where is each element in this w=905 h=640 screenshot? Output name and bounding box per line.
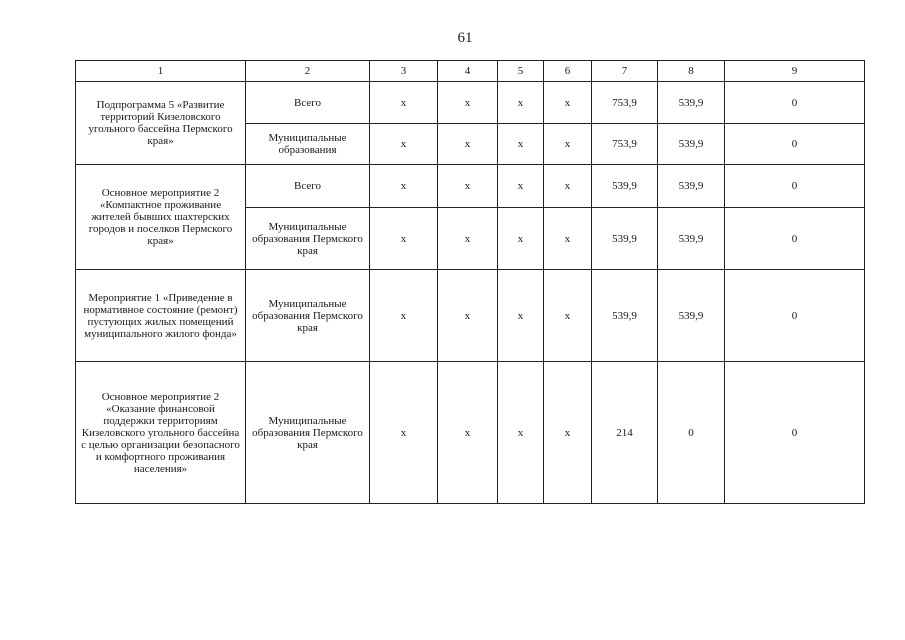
value-cell: 539,9 <box>658 270 725 362</box>
value-cell: 539,9 <box>592 165 658 208</box>
value-cell: x <box>498 208 544 270</box>
value-cell: x <box>498 82 544 124</box>
value-cell: 0 <box>725 124 865 165</box>
value-cell: x <box>498 165 544 208</box>
value-cell: x <box>544 208 592 270</box>
column-header-6: 6 <box>544 61 592 82</box>
value-cell: 753,9 <box>592 82 658 124</box>
value-cell: x <box>498 362 544 504</box>
program-name-cell <box>76 82 246 165</box>
value-cell: x <box>370 124 438 165</box>
value-cell: 539,9 <box>592 270 658 362</box>
value-cell: x <box>370 82 438 124</box>
value-cell: 0 <box>725 270 865 362</box>
value-cell: x <box>438 362 498 504</box>
funding-source-cell: Муниципальные образования Пермского края <box>246 362 370 504</box>
value-cell: x <box>544 165 592 208</box>
value-cell: 0 <box>658 362 725 504</box>
value-cell: x <box>370 362 438 504</box>
value-cell: x <box>544 124 592 165</box>
column-header-8: 8 <box>658 61 725 82</box>
value-cell: x <box>438 270 498 362</box>
program-name: Подпрограмма 5 «Развитие территорий Кизеловского угольного бассейна Пермского края» <box>88 99 233 147</box>
value-cell: 539,9 <box>658 124 725 165</box>
value-cell: x <box>438 208 498 270</box>
table-row <box>76 165 865 208</box>
value-cell: x <box>370 208 438 270</box>
value-cell: x <box>370 165 438 208</box>
header-row <box>76 61 865 82</box>
value-cell: 539,9 <box>658 82 725 124</box>
column-header-5: 5 <box>498 61 544 82</box>
value-cell: x <box>438 165 498 208</box>
program-name-cell <box>76 165 246 270</box>
value-cell: 0 <box>725 362 865 504</box>
value-cell: 539,9 <box>592 208 658 270</box>
value-cell: 214 <box>592 362 658 504</box>
funding-source-cell: Муниципальные образования <box>246 124 370 165</box>
value-cell: x <box>544 82 592 124</box>
value-cell: 539,9 <box>658 208 725 270</box>
value-cell: x <box>544 362 592 504</box>
value-cell: 753,9 <box>592 124 658 165</box>
column-header-9: 9 <box>725 61 865 82</box>
column-header-2: 2 <box>246 61 370 82</box>
column-header-7: 7 <box>592 61 658 82</box>
program-name-cell <box>76 362 246 504</box>
funding-source-cell: Муниципальные образования Пермского края <box>246 208 370 270</box>
value-cell: x <box>498 270 544 362</box>
value-cell: x <box>370 270 438 362</box>
value-cell: x <box>438 124 498 165</box>
program-name: Мероприятие 1 «Приведение в нормативное состояние (ремонт) пустующих жилых помещений муниципального жилого фонда» <box>83 291 238 340</box>
table-row <box>76 270 865 362</box>
value-cell: 0 <box>725 165 865 208</box>
value-cell: 0 <box>725 82 865 124</box>
column-header-4: 4 <box>438 61 498 82</box>
table-row <box>76 362 865 504</box>
value-cell: x <box>544 270 592 362</box>
program-name: Основное мероприятие 2 «Компактное проживание жителей бывших шахтерских городов и поселков Пермского края» <box>88 187 233 247</box>
value-cell: 0 <box>725 208 865 270</box>
table-row <box>76 82 865 124</box>
funding-source-cell: Всего <box>246 82 370 124</box>
value-cell: x <box>438 82 498 124</box>
program-name-cell <box>76 270 246 362</box>
column-header-3: 3 <box>370 61 438 82</box>
funding-source-cell: Всего <box>246 165 370 208</box>
page-number: 61 <box>457 30 473 46</box>
column-header-1: 1 <box>76 61 246 82</box>
value-cell: 539,9 <box>658 165 725 208</box>
program-name: Основное мероприятие 2 «Оказание финансовой поддержки территориям Кизеловского угольного бассейна с целью организации безопасного и комфортного проживания населения» <box>81 390 240 475</box>
funding-source-cell: Муниципальные образования Пермского края <box>246 270 370 362</box>
value-cell: x <box>498 124 544 165</box>
budget-table <box>75 60 865 504</box>
